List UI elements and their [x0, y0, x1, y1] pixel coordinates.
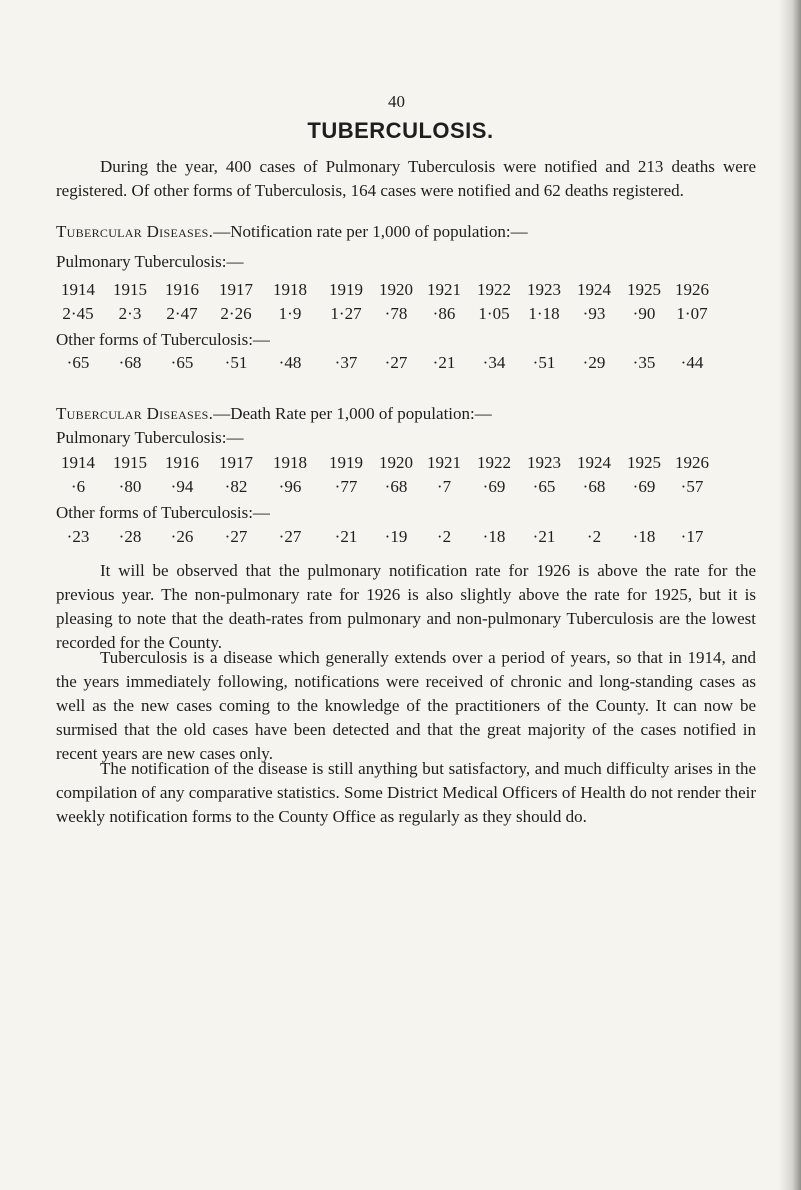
- table-cell: 1924: [577, 453, 611, 472]
- table-cell: ·7: [436, 477, 452, 496]
- table-cell: ·23: [66, 527, 90, 546]
- table-cell: ·94: [170, 477, 194, 496]
- table-cell: ·17: [680, 527, 704, 546]
- table-cell: ·18: [482, 527, 506, 546]
- notification-other-row: [56, 353, 776, 375]
- table-cell: 1919: [329, 453, 363, 472]
- table-cell: 1·9: [278, 304, 302, 323]
- table-cell: 1921: [427, 453, 461, 472]
- table-cell: ·48: [278, 353, 302, 372]
- table-cell: 1914: [61, 453, 95, 472]
- table-cell: 1925: [627, 280, 661, 299]
- table-cell: 2·47: [166, 304, 198, 323]
- table-cell: 1·27: [330, 304, 362, 323]
- table-cell: ·78: [384, 304, 408, 323]
- table-cell: ·68: [582, 477, 606, 496]
- table-cell: 1·05: [478, 304, 510, 323]
- paragraph-notification-difficulty: The notification of the disease is still anything but satisfactory, and much difficulty arises in the compilation of any comparative statistics. Some District Medical Officers of Health do not render their weekly notification forms to the County Office as regularly as they should do.: [56, 759, 756, 826]
- table-cell: ·2: [436, 527, 452, 546]
- table-cell: ·80: [118, 477, 142, 496]
- table-cell: 1917: [219, 280, 253, 299]
- table-cell: ·44: [680, 353, 704, 372]
- table-cell: 1922: [477, 280, 511, 299]
- table-cell: 1920: [379, 280, 413, 299]
- table-cell: 1923: [527, 453, 561, 472]
- table-cell: ·93: [582, 304, 606, 323]
- table-cell: ·27: [224, 527, 248, 546]
- notification-pulmonary-row: [56, 304, 776, 326]
- table-cell: 1·07: [676, 304, 708, 323]
- table-cell: 1919: [329, 280, 363, 299]
- table-cell: 1917: [219, 453, 253, 472]
- notification-heading-rest: —Notification rate per 1,000 of population:—: [213, 222, 528, 241]
- table-cell: ·21: [532, 527, 556, 546]
- page-number: 40: [388, 92, 405, 111]
- table-cell: ·86: [432, 304, 456, 323]
- paragraph-observation: It will be observed that the pulmonary notification rate for 1926 is above the rate for the previous year. The non-pulmonary rate for 1926 is also slightly above the rate for 1925, but it is pleasing to note that the death-rates from pulmonary and non-pulmonary Tuberculosis are the lowest recorded for the County.: [56, 561, 756, 652]
- table-cell: ·27: [384, 353, 408, 372]
- table-cell: 1925: [627, 453, 661, 472]
- table-cell: ·21: [432, 353, 456, 372]
- death-heading: [56, 402, 492, 426]
- table-cell: ·18: [632, 527, 656, 546]
- table-cell: 1914: [61, 280, 95, 299]
- table-cell: ·68: [118, 353, 142, 372]
- table-cell: ·2: [586, 527, 602, 546]
- notification-heading: [56, 220, 528, 244]
- table-cell: ·90: [632, 304, 656, 323]
- table-cell: 2·45: [62, 304, 94, 323]
- death-heading-rest: —Death Rate per 1,000 of population:—: [213, 404, 492, 423]
- table-cell: 1918: [273, 280, 307, 299]
- table-cell: 1915: [113, 280, 147, 299]
- table-cell: 1922: [477, 453, 511, 472]
- table-cell: 1·18: [528, 304, 560, 323]
- intro-paragraph: During the year, 400 cases of Pulmonary Tuberculosis were notified and 213 deaths were registered. Of other forms of Tuberculosis, 164 cases were notified and 62 deaths registered.: [56, 157, 756, 200]
- table-cell: 1924: [577, 280, 611, 299]
- table-cell: ·29: [582, 353, 606, 372]
- table-cell: ·21: [334, 527, 358, 546]
- table-cell: 1921: [427, 280, 461, 299]
- death-pulmonary-row: [56, 477, 776, 499]
- notification-years-row: [56, 280, 776, 302]
- table-cell: 1916: [165, 280, 199, 299]
- table-cell: 2·3: [118, 304, 142, 323]
- paragraph-chronic-cases: Tuberculosis is a disease which generally extends over a period of years, so that in 1914, and the years immediately following, notifications were received of chronic and long-standing cases as well as the new cases coming to the knowledge of the practitioners of the County. It can now be surmised that the old cases have been detected and that the great majority of the cases notified in recent years are new cases only.: [56, 648, 756, 763]
- table-cell: ·77: [334, 477, 358, 496]
- table-cell: ·51: [532, 353, 556, 372]
- table-cell: ·65: [170, 353, 194, 372]
- notification-other-label: Other forms of Tuberculosis:—: [56, 330, 270, 349]
- page-edge-shadow: [779, 0, 801, 1190]
- table-cell: ·27: [278, 527, 302, 546]
- table-cell: ·37: [334, 353, 358, 372]
- table-cell: 1915: [113, 453, 147, 472]
- table-cell: ·65: [532, 477, 556, 496]
- death-heading-caps: Tubercular Diseases.: [56, 404, 214, 423]
- table-cell: ·19: [384, 527, 408, 546]
- table-cell: ·28: [118, 527, 142, 546]
- table-cell: ·57: [680, 477, 704, 496]
- page-title: TUBERCULOSIS.: [307, 118, 494, 143]
- table-cell: ·96: [278, 477, 302, 496]
- death-years-row: [56, 453, 776, 475]
- notification-heading-caps: Tubercular Diseases.: [56, 222, 214, 241]
- table-cell: 2·26: [220, 304, 252, 323]
- table-cell: 1923: [527, 280, 561, 299]
- table-cell: 1926: [675, 280, 709, 299]
- notification-pulmonary-label: Pulmonary Tuberculosis:—: [56, 252, 244, 271]
- table-cell: 1916: [165, 453, 199, 472]
- table-cell: 1918: [273, 453, 307, 472]
- table-cell: 1920: [379, 453, 413, 472]
- table-cell: ·68: [384, 477, 408, 496]
- death-other-row: [56, 527, 776, 549]
- table-cell: ·26: [170, 527, 194, 546]
- table-cell: ·65: [66, 353, 90, 372]
- death-other-label: Other forms of Tuberculosis:—: [56, 503, 270, 522]
- table-cell: ·69: [482, 477, 506, 496]
- death-pulmonary-label: Pulmonary Tuberculosis:—: [56, 428, 244, 447]
- table-cell: ·82: [224, 477, 248, 496]
- table-cell: ·34: [482, 353, 506, 372]
- table-cell: ·6: [70, 477, 86, 496]
- table-cell: ·51: [224, 353, 248, 372]
- table-cell: ·69: [632, 477, 656, 496]
- table-cell: ·35: [632, 353, 656, 372]
- table-cell: 1926: [675, 453, 709, 472]
